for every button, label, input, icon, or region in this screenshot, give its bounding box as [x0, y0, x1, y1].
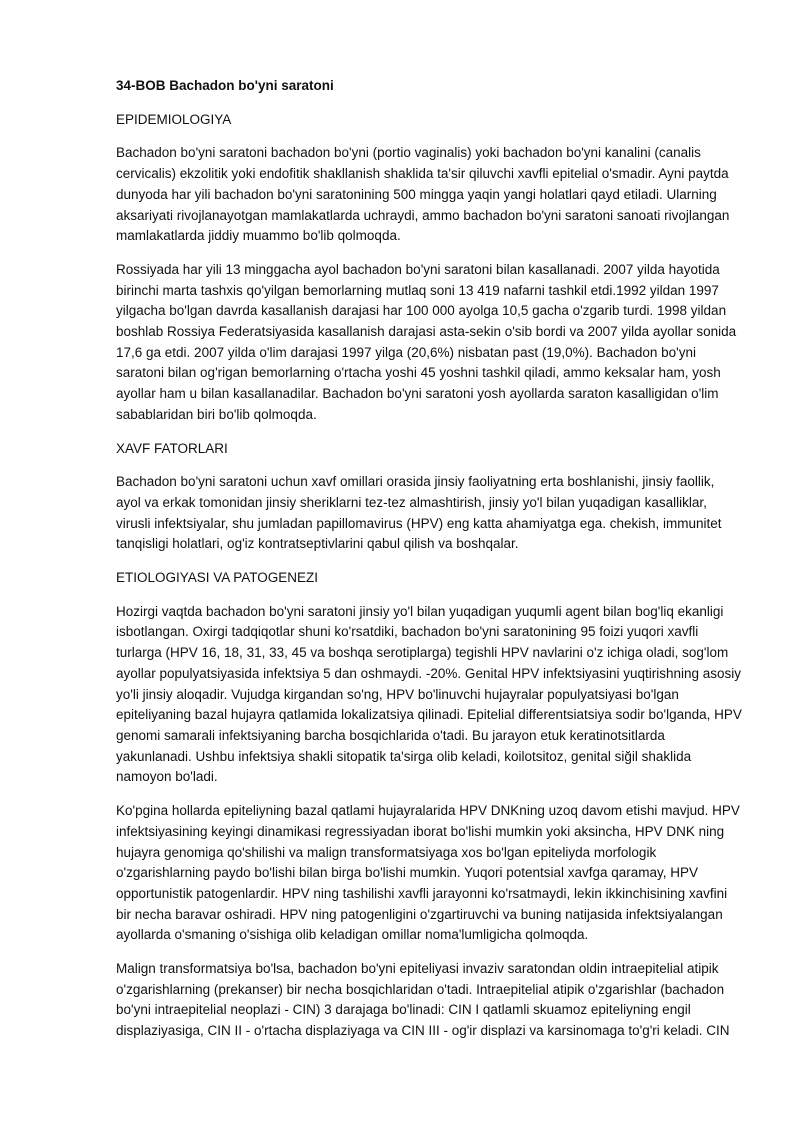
- paragraph: Rossiyada har yili 13 minggacha ayol bachadon bo'yni saratoni bilan kasallanadi. 2007 yilda hayotida birinchi marta tashxis qo'yilgan bemorlarning mutlaq soni 13 419 nafarni tashkil etdi.1992 yildan 1997 yilgacha bo'lgan davrda kasallanish darajasi har 100 000 ayolga 10,5 gacha o'zgarib turdi. 1998 yildan boshlab Rossiya Federatsiyasida kasallanish darajasi asta-sekin o'sib bordi va 2007 yilda ayollar sonida 17,6 ga etdi. 2007 yilda o'lim darajasi 1997 yilga (20,6%) nisbatan past (19,0%). Bachadon bo'yni saratoni bilan og'rigan bemorlarning o'rtacha yoshi 45 yoshni tashkil qiladi, ammo keksalar ham, yosh ayollar ham u bilan kasallanadilar. Bachadon bo'yni saratoni yosh ayollarda saraton kasalligidan o'lim sabablaridan biri bo'lib qolmoqda.: [116, 261, 737, 422]
- paragraph: Bachadon bo'yni saratoni uchun xavf omillari orasida jinsiy faoliyatning erta boshlanishi, jinsiy faollik, ayol va erkak tomonidan jinsiy sheriklarni tez-tez almashtirish, jinsiy yo'l bilan yuqadigan kasalliklar, virusli infektsiyalar, shu jumladan papillomavirus (HPV) eng katta ahamiyatga ega. chekish, immunitet tanqisligi holatlari, og'iz kontratseptivlarini qabul qilish va boshqalar.: [116, 474, 722, 552]
- document-title: 34-BOB Bachadon bo'yni saratoni: [116, 78, 334, 93]
- section-heading-risk-factors: XAVF FATORLARI: [116, 440, 228, 456]
- document-page: [116, 76, 742, 1055]
- paragraph: Hozirgi vaqtda bachadon bo'yni saratoni jinsiy yo'l bilan yuqadigan yuqumli agent bilan bog'liq ekanligi isbotlangan. Oxirgi tadqiqotlar shuni ko'rsatdiki, bachadon bo'yni saratonining 95 foizi yuqori xavfli turlarga (HPV 16, 18, 31, 33, 45 va boshqa serotiplarga) tegishli HPV navlarini o'z ichiga oladi, sog'lom ayollar populyatsiyasida infektsiya 5 dan oshmaydi. -20%. Genital HPV infektsiyasini yuqtirishning asosiy yo'li jinsiy aloqadir. Vujudga kirgandan so'ng, HPV bo'linuvchi hujayralar populyatsiyasi bo'lgan epiteliyaning bazal hujayra qatlamida lokalizatsiya qilinadi. Epitelial differentsiatsiya sodir bo'lganda, HPV genomi samarali infektsiyaning barcha bosqichlarida o'tadi. Bu jarayon etuk keratinotsitlarda yakunlanadi. Ushbu infektsiya shakli sitopatik ta'sirga olib keladi, koilotsitoz, genital siğil shaklida namoyon bo'ladi.: [116, 603, 742, 785]
- paragraph: Ko'pgina hollarda epiteliyning bazal qatlami hujayralarida HPV DNKning uzoq davom etishi mavjud. HPV infektsiyasining keyingi dinamikasi regressiyadan iborat bo'lishi mumkin yoki aksincha, HPV DNK ning hujayra genomiga qo'shilishi va malign transformatsiyaga xos bo'lgan epiteliyda morfologik o'zgarishlarning paydo bo'lishi bilan birga bo'lishi mumkin. Yuqori potentsial xavfga qaramay, HPV opportunistik patogenlardir. HPV ning tashilishi xavfli jarayonni ko'rsatmaydi, lekin ikkinchisining xavfini bir necha baravar oshiradi. HPV ning patogenligini o'zgartiruvchi va buning natijasida infektsiyalangan ayollarda o'smaning o'sishiga olib keladigan omillar noma'lumligicha qolmoqda.: [116, 803, 740, 943]
- section-heading-epidemiology: EPIDEMIOLOGIYA: [116, 111, 232, 127]
- paragraph: Bachadon bo'yni saratoni bachadon bo'yni (portio vaginalis) yoki bachadon bo'yni kanalini (canalis cervicalis) ekzolitik yoki endofitik shakllanish shaklida ta'sir qiluvchi xavfli epitelial o'smadir. Ayni paytda dunyoda har yili bachadon bo'yni saratonining 500 mingga yaqin yangi holatlari qayd etiladi. Ularning aksariyati rivojlanayotgan mamlakatlarda uchraydi, ammo bachadon bo'yni saratoni sanoati rivojlangan mamlakatlarda jiddiy muammo bo'lib qolmoqda.: [116, 145, 730, 244]
- paragraph: Malign transformatsiya bo'lsa, bachadon bo'yni epiteliyasi invaziv saratondan oldin intraepitelial atipik o'zgarishlarning (prekanser) bir necha bosqichlaridan o'tadi. Intraepitelial atipik o'zgarishlar (bachadon bo'yni intraepitelial neoplazi - CIN) 3 darajaga bo'linadi: CIN I qatlamli skuamoz epiteliyning engil displaziyasiga, CIN II - o'rtacha displaziyaga va CIN III - og'ir displazi va karsinomaga to'g'ri keladi. CIN: [116, 961, 730, 1039]
- section-heading-etiology: ETIOLOGIYASI VA PATOGENEZI: [116, 570, 319, 586]
